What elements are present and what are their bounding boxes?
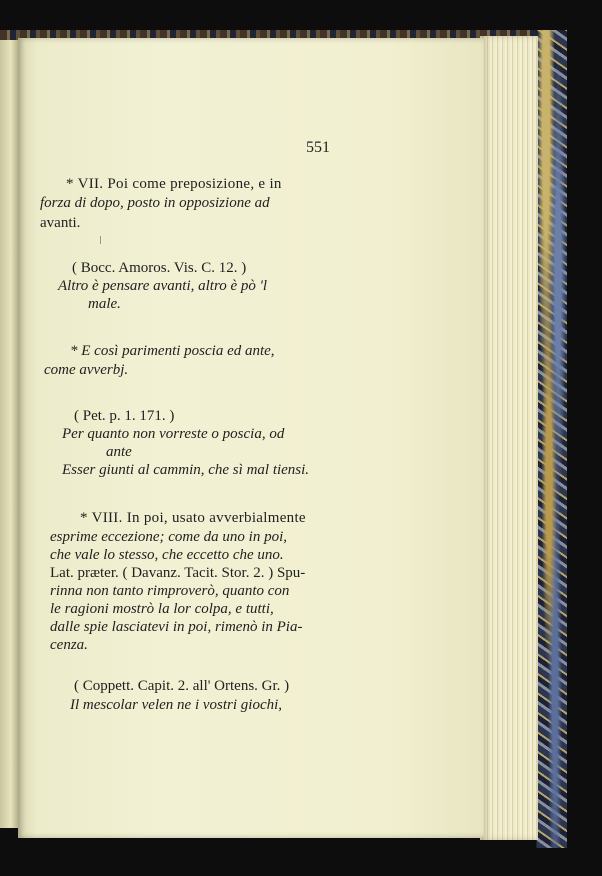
quote-line: ante <box>106 444 132 460</box>
text-line: le ragioni mostrò la lor colpa, e tutti, <box>50 601 274 617</box>
text-line: * E così parimenti poscia ed ante, <box>70 343 275 359</box>
ink-mark <box>100 236 101 244</box>
text-line: Lat. præter. ( Davanz. Tacit. Stor. 2. ) Spu- <box>50 565 306 581</box>
text-line: come avverbj. <box>44 362 129 378</box>
facing-page-edge <box>0 40 18 828</box>
quote-line: male. <box>88 296 121 312</box>
text-line: * VII. Poi come preposizione, e in <box>66 176 282 192</box>
text-line: esprime eccezione; come da uno in poi, <box>50 529 288 545</box>
citation-line: ( Bocc. Amoros. Vis. C. 12. ) <box>72 260 247 276</box>
quote-line: Il mescolar velen ne i vostri giochi, <box>70 697 283 713</box>
text-line: rinna non tanto rimproverò, quanto con <box>50 583 290 599</box>
marbled-board-edge <box>536 30 567 848</box>
citation-line: ( Coppett. Capit. 2. all' Ortens. Gr. ) <box>74 678 290 694</box>
text-line: avanti. <box>40 215 81 231</box>
citation-line: ( Pet. p. 1. 171. ) <box>74 408 175 424</box>
text-line: cenza. <box>50 637 88 653</box>
text-line: * VIII. In poi, usato avverbialmente <box>80 510 306 526</box>
quote-line: Esser giunti al cammin, che sì mal tiensi. <box>62 462 310 478</box>
quote-line: Altro è pensare avanti, altro è pò 'l <box>58 278 268 294</box>
text-line: forza di dopo, posto in opposizione ad <box>40 195 270 211</box>
quote-line: Per quanto non vorreste o poscia, od <box>62 426 285 442</box>
text-line: che vale lo stesso, che eccetto che uno. <box>50 547 284 563</box>
page-number: 551 <box>306 139 330 156</box>
text-line: dalle spie lasciatevi in poi, rimenò in Pia- <box>50 619 303 635</box>
page-edges <box>480 36 538 840</box>
